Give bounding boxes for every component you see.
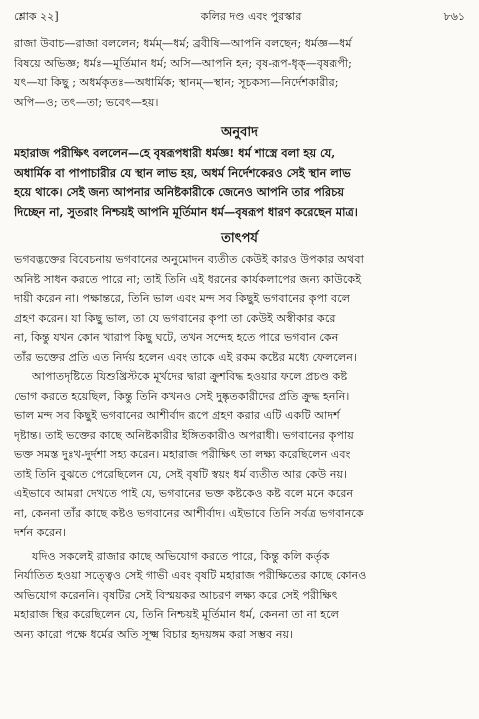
- purport-line: গ্রহণ করেন। যা কিছু ভাল, তা যে ভগবানের কৃপা তা কেউই অস্বীকার করে: [14, 311, 336, 325]
- purport-line: ভক্ত সমস্ত দুঃখ-দুর্দশা সহ্য করেন। মহারাজ পরীক্ষিৎ তা লক্ষ্য করেছিলেন এবং: [14, 448, 351, 461]
- synonyms-line: বিষয়ে অভিজ্ঞ; ধর্মঃ—মূর্তিমান ধর্ম; অসি—আপনি হন; বৃষ-রূপ-ধৃক্—বৃষরূপী;: [14, 56, 352, 70]
- purport-line: না, কিন্তু যখন কোন খারাপ কিছু ঘটে, তখন সন্দেহ হতে পারে ভগবান কেন: [14, 331, 339, 344]
- synonyms-line: যৎ—যা কিছু ; অধর্মকৃতঃ—অধার্মিক; স্থানম্—স্থান; সূচকস্য—নির্দেশকারীর;: [14, 76, 339, 89]
- purport-line: যদিও সকলেই রাজার কাছে অভিযোগ করতে পারে, কিন্তু কলি কর্তৃক: [32, 549, 330, 563]
- synonyms: [14, 34, 465, 112]
- page-number: ৮৬১: [443, 10, 465, 23]
- translation-line: দিচ্ছেন না, সুতরাং নিশ্চয়ই আপনি মূর্তিমান ধর্ম—বৃষরূপ ধারণ করেছেন মাত্র।: [14, 204, 358, 219]
- purport-line: অভিযোগ করেননি। বৃষটির সেই বিস্ময়কর আচরণ লক্ষ্য করে সেই পরীক্ষিৎ: [14, 588, 338, 602]
- purport-line: এইভাবে আমরা দেখতে পাই যে, ভগবানের ভক্ত কষ্টকেও কষ্ট বলে মনে করেন: [14, 487, 354, 500]
- purport-line: ভগবদ্ভক্তের বিবেচনায় ভগবানের অনুমোদন ব্যতীত কেউই কারও উপকার অথবা: [14, 253, 364, 266]
- purport-line: ভাল মন্দ সব কিছুই ভগবানের আশীর্বাদ রূপে গ্রহণ করার এটি একটি আদর্শ: [14, 409, 340, 422]
- purport-heading: তাৎপর্য: [221, 231, 258, 246]
- chapter-title: কলির দণ্ড এবং পুরস্কার: [200, 10, 302, 23]
- synonyms-line: অপি—ও; তৎ—তা; ভবেৎ—হয়।: [14, 95, 159, 109]
- purport-line: তাই তিনি বুঝতে পেরেছিলেন যে, সেই বৃষটি স্বয়ং ধর্ম ব্যতীত আর কেউ নয়।: [14, 467, 348, 481]
- purport-paragraph-1: [14, 250, 465, 543]
- purport-line: আপাতদৃষ্টিতে যিশুখ্রিস্টকে মূর্খদের দ্বারা ক্রুশবিদ্ধ হওয়ার ফলে প্রচণ্ড কষ্ট: [32, 370, 348, 383]
- purport-line: অনিষ্ট সাধন করতে পারে না; তাই তিনি এই ধরনের কার্যকলাপের জন্য কাউকেই: [14, 272, 362, 286]
- verse-reference: শ্লোক ২২]: [14, 10, 59, 23]
- purport-line: তাঁর ভক্তের প্রতি এত নির্দয় হলেন এবং তাকে এই রকম কষ্টের মধ্যে ফেললেন।: [14, 350, 357, 364]
- purport-line: দায়ী করেন না। পক্ষান্তরে, তিনি ভাল এবং মন্দ সব কিছুই ভগবানের কৃপা বলে: [14, 292, 351, 305]
- purport-line: দৃষ্টান্ত। তাই ভক্তের কাছে অনিষ্টকারীর ইঙ্গিতকারীও অপরাধী। ভগবানের কৃপায়: [14, 428, 354, 442]
- translation: [14, 144, 465, 222]
- purport-line: ভোগ করতে হয়েছিল, কিন্তু তিনি কখনও সেই দুষ্কৃতকারীদের প্রতি ক্রুদ্ধ হননি।: [14, 389, 350, 403]
- synonyms-line: রাজা উবাচ—রাজা বললেন; ধর্মম্—ধর্ম; ব্রবীষি—আপনি বলছেন; ধর্মজ্ঞ—ধর্ম: [14, 37, 352, 50]
- translation-heading: অনুবাদ: [221, 125, 258, 140]
- purport-line: মহারাজ স্থির করেছিলেন যে, তিনি নিশ্চয়ই মূর্তিমান ধর্ম, কেননা তা না হলে: [14, 608, 339, 621]
- running-head: [14, 8, 465, 26]
- purport-paragraph-2: [14, 547, 465, 645]
- purport-line: দর্শন করেন।: [14, 526, 66, 539]
- translation-line: মহারাজ পরীক্ষিৎ বললেন—হে বৃষরূপধারী ধর্মজ্ঞ! ধর্ম শাস্ত্রে বলা হয় যে,: [14, 146, 336, 160]
- translation-line: অধার্মিক বা পাপাচারীর যে স্থান লাভ হয়, অধর্ম নির্দেশকেরও সেই স্থান লাভ: [14, 165, 351, 180]
- purport-line: অন্য কারো পক্ষে ধর্মের অতি সূক্ষ্ম বিচার হৃদয়ঙ্গম করা সম্ভব নয়।: [14, 627, 294, 641]
- translation-line: হয়ে থাকে। সেই জন্য আপনার অনিষ্টকারীকে জেনেও আপনি তার পরিচয়: [14, 185, 344, 199]
- purport-line: না, কেননা তাঁর কাছে কষ্টও ভগবানের আশীর্বাদ। এইভাবে তিনি সর্বত্র ভগবানকে: [14, 506, 364, 520]
- purport-line: নির্যাতিত হওয়া সত্ত্বেও সেই গাভী এবং বৃষটি মহারাজ পরীক্ষিতের কাছে কোনও: [14, 569, 367, 582]
